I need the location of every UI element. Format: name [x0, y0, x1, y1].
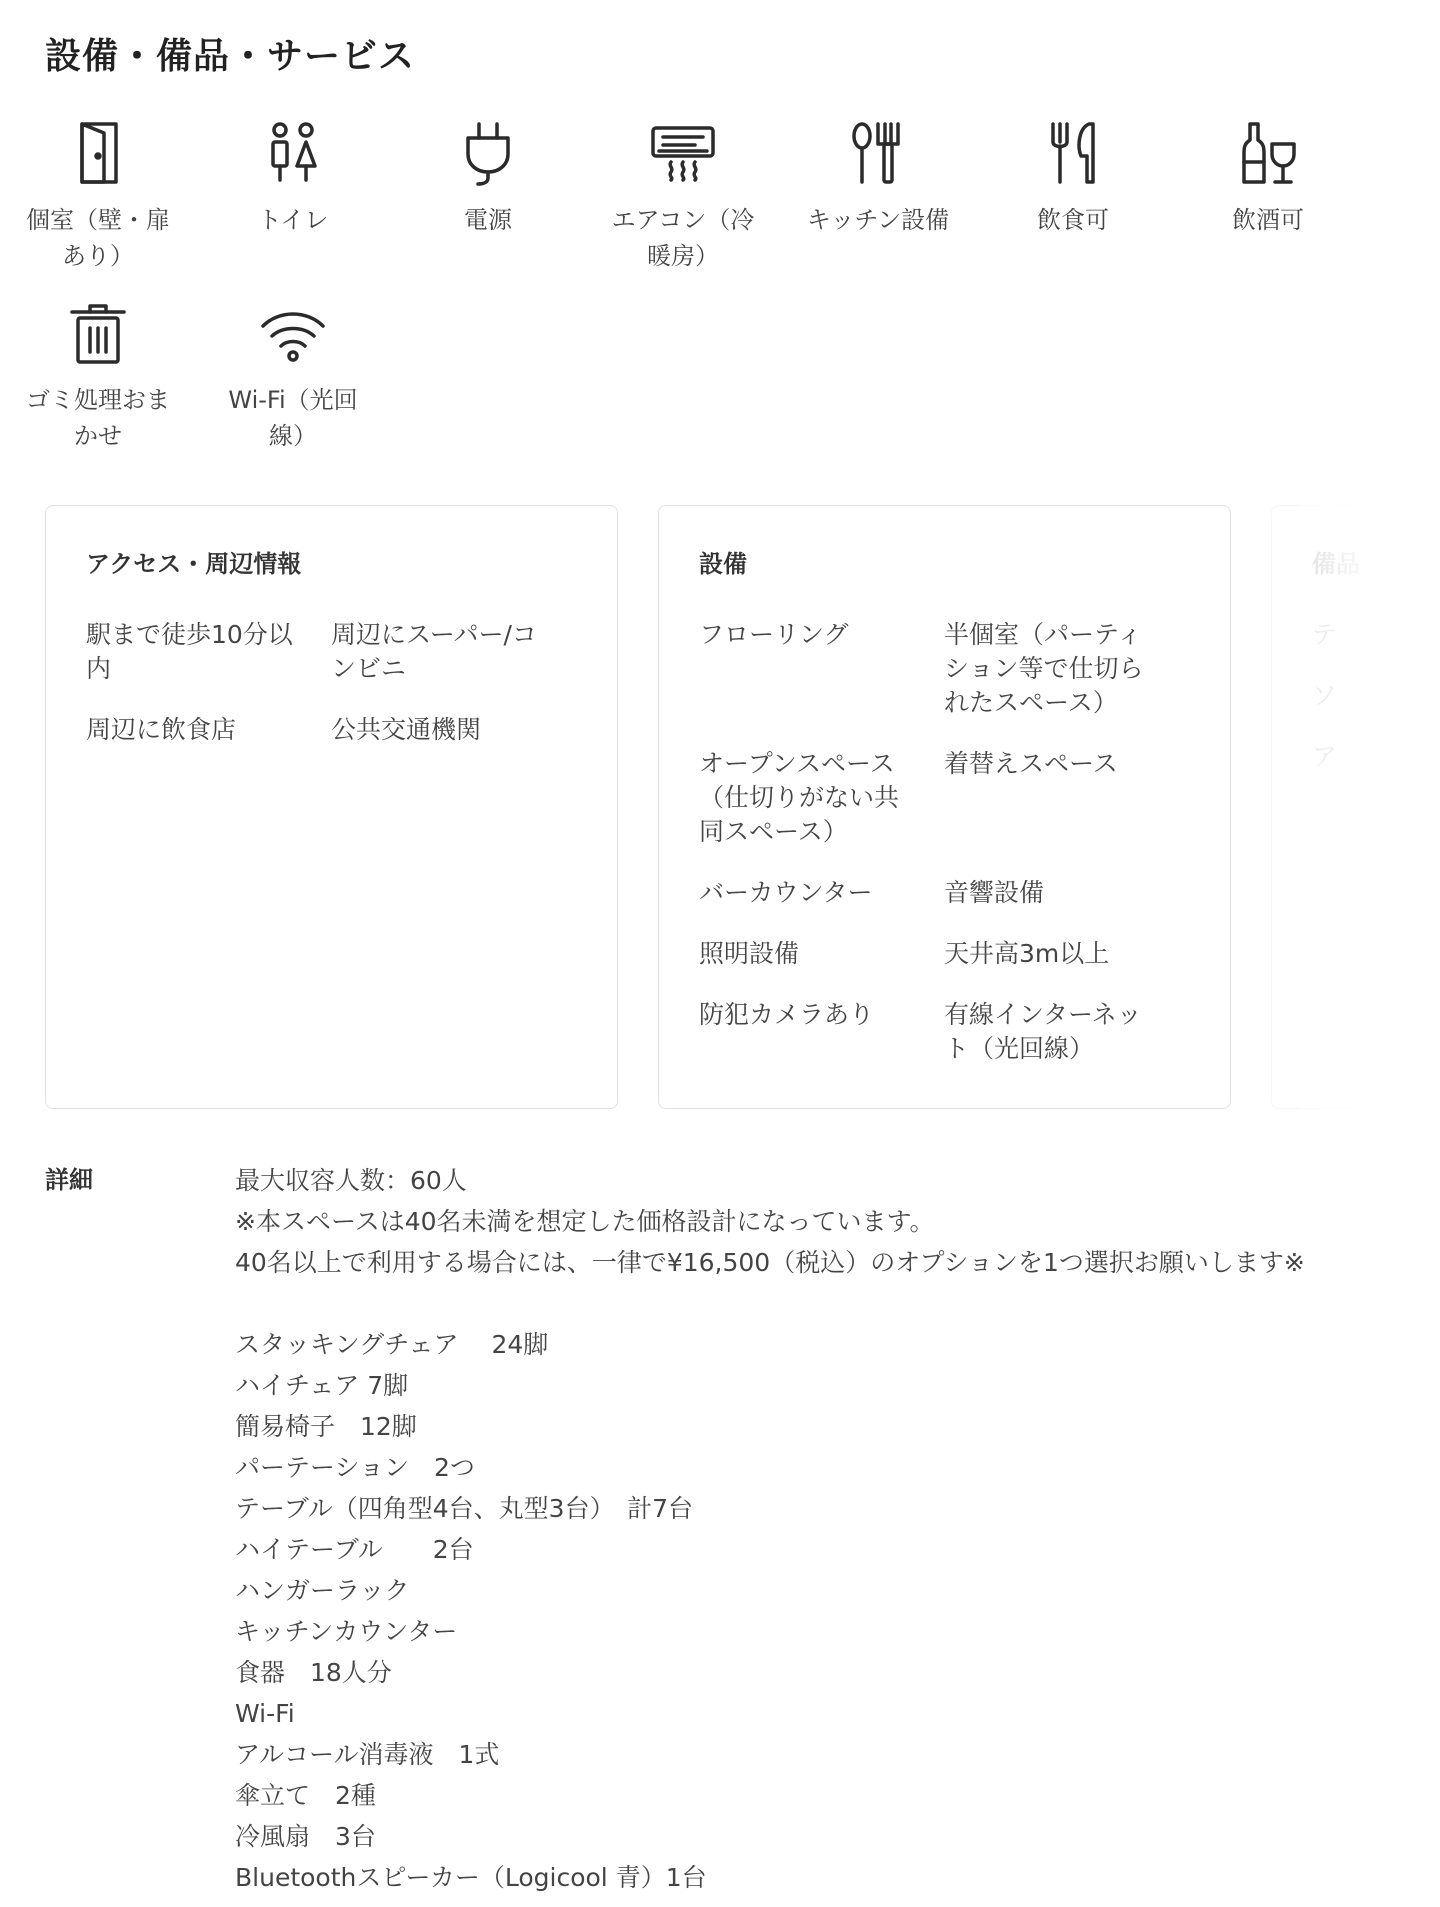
- air-conditioner-icon: [647, 118, 719, 190]
- amenity-label: トイレ: [257, 206, 329, 234]
- list-item: 駅まで徒歩10分以内: [86, 620, 293, 683]
- amenity-restroom: [215, 118, 371, 238]
- amenity-label: 飲酒可: [1232, 206, 1304, 234]
- details-line: テーブル（四角型4台、丸型3台） 計7台: [235, 1494, 693, 1523]
- list-item: バーカウンター: [699, 878, 873, 907]
- amenity-private-room: [20, 118, 176, 274]
- details-line: 簡易椅子 12脚: [235, 1412, 417, 1441]
- list-item: 公共交通機関: [331, 715, 482, 744]
- list-item: 有線インターネット（光回線）: [944, 1000, 1142, 1063]
- card-access: [45, 505, 618, 1109]
- details-line: アルコール消毒液 1式: [235, 1740, 500, 1769]
- list-item: 天井高3m以上: [944, 939, 1110, 968]
- amenity-label: 電源: [464, 206, 512, 234]
- list-item: 着替えスペース: [944, 749, 1118, 778]
- card-facilities: [658, 505, 1231, 1109]
- details-line: 最大収容人数：60人: [235, 1166, 467, 1195]
- list-item: 周辺にスーパー/コンビニ: [331, 620, 537, 683]
- kitchen-utensils-icon: [842, 118, 914, 190]
- amenity-label: Wi-Fi（光回線）: [228, 386, 358, 450]
- list-item: 半個室（パーティション等で仕切られたスペース）: [944, 620, 1144, 717]
- wine-bottle-glass-icon: [1232, 118, 1304, 190]
- list-item: 照明設備: [699, 939, 800, 968]
- details-line: 冷風扇 3台: [235, 1822, 376, 1851]
- carousel-fade-overlay: [1300, 505, 1440, 1115]
- amenity-label: 個室（壁・扉あり）: [26, 206, 170, 270]
- details-line: ※本スペースは40名未満を想定した価格設計になっています。: [235, 1207, 935, 1236]
- list-item: オープンスペース（仕切りがない共同スペース）: [699, 749, 900, 846]
- amenity-power: [410, 118, 566, 238]
- details-line: パーテーション 2つ: [235, 1453, 475, 1482]
- details-text: [235, 1160, 1425, 1898]
- wifi-icon: [257, 298, 329, 370]
- list-item: 周辺に飲食店: [86, 715, 237, 744]
- card-list: [699, 618, 1189, 1093]
- list-item: 音響設備: [944, 878, 1045, 907]
- details-line: Wi-Fi: [235, 1699, 295, 1728]
- list-item: 防犯カメラあり: [699, 1000, 875, 1029]
- amenity-label: ゴミ処理おまかせ: [26, 386, 170, 450]
- door-icon: [62, 118, 134, 190]
- card-title: アクセス・周辺情報: [86, 550, 302, 578]
- details-line: Bluetoothスピーカー（Logicool 青）1台: [235, 1863, 707, 1892]
- amenity-alcohol-allowed: [1190, 118, 1346, 238]
- amenity-food-allowed: [995, 118, 1151, 238]
- amenity-wifi: [215, 298, 371, 454]
- amenity-trash-service: [20, 298, 176, 454]
- section-title: 設備・備品・サービス: [45, 36, 416, 77]
- card-title: 設備: [699, 550, 747, 578]
- list-item: フローリング: [699, 620, 849, 649]
- details-line: キッチンカウンター: [235, 1617, 458, 1646]
- amenity-air-conditioner: [605, 118, 761, 274]
- amenity-label: キッチン設備: [806, 206, 950, 234]
- details-line: 傘立て 2種: [235, 1781, 376, 1810]
- trash-can-icon: [62, 298, 134, 370]
- details-label: 詳細: [45, 1166, 93, 1194]
- power-plug-icon: [452, 118, 524, 190]
- details-line: ハンガーラック: [235, 1576, 410, 1605]
- details-line: スタッキングチェア 24脚: [235, 1330, 549, 1359]
- details-line: 40名以上で利用する場合には、一律で¥16,500（税込）のオプションを1つ選択お願いします※: [235, 1248, 1305, 1277]
- restroom-icon: [257, 118, 329, 190]
- details-line: 食器 18人分: [235, 1658, 392, 1687]
- amenity-label: エアコン（冷暖房）: [611, 206, 755, 270]
- details-line: ハイテーブル 2台: [235, 1535, 474, 1564]
- details-line: ハイチェア 7脚: [235, 1371, 409, 1400]
- amenity-kitchen: [800, 118, 956, 238]
- card-list: [86, 618, 576, 774]
- amenity-label: 飲食可: [1037, 206, 1109, 234]
- fork-knife-icon: [1037, 118, 1109, 190]
- info-cards: [0, 505, 1440, 1115]
- details-line: [235, 1283, 1425, 1324]
